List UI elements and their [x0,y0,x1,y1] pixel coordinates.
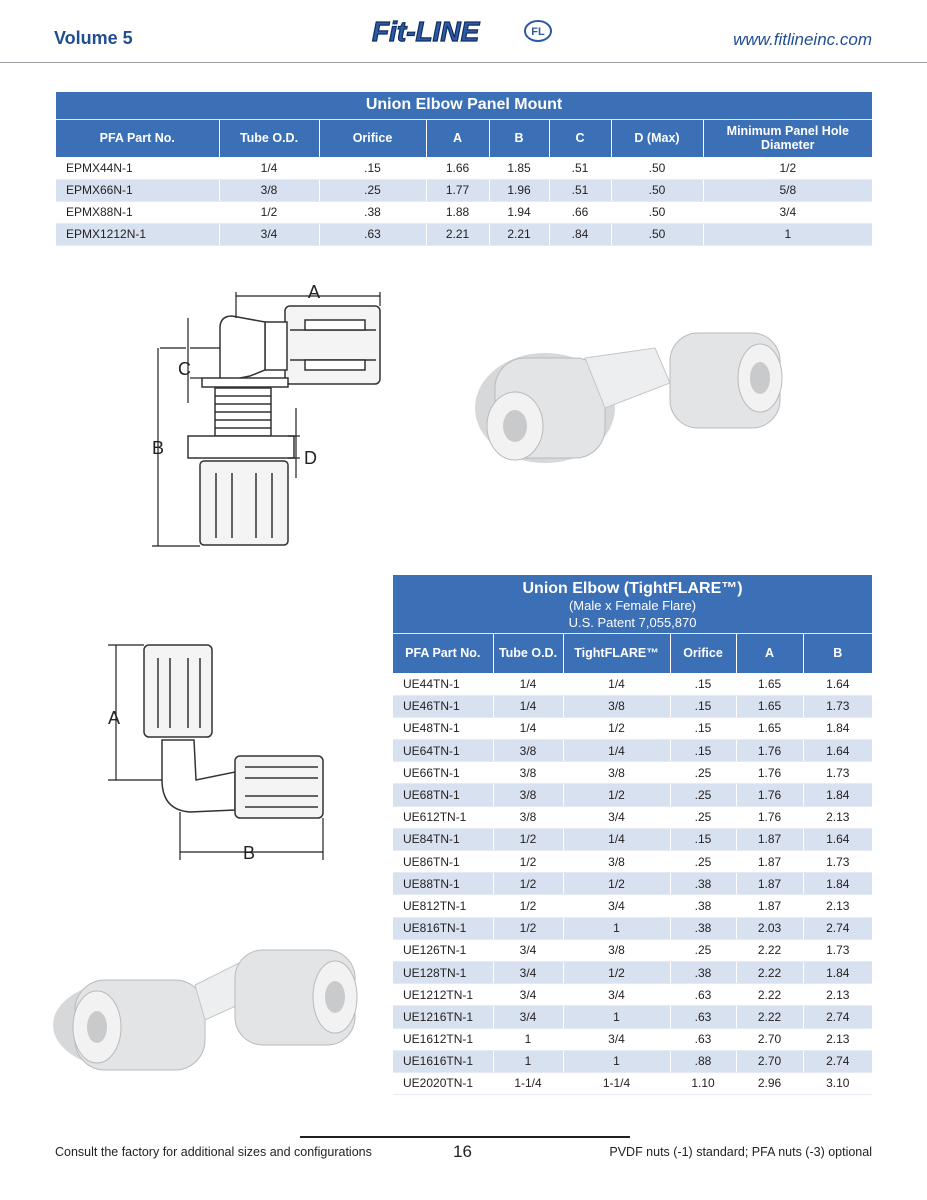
table-row [393,673,872,695]
table1-column-header: PFA Part No. [56,119,219,157]
spec-cell: .38 [670,917,736,939]
table2-title: Union Elbow (TightFLARE™) [522,579,743,597]
spec-cell: 1 [493,1028,563,1050]
table-row [56,179,872,201]
spec-cell: .25 [670,806,736,828]
part-number-cell: EPMX44N-1 [56,157,219,179]
part-number-cell: UE1616TN-1 [393,1050,493,1072]
part-number-cell: EPMX1212N-1 [56,223,219,245]
spec-cell: 1.94 [489,201,549,223]
spec-cell: 1.85 [489,157,549,179]
spec-cell: 1.65 [736,695,803,717]
spec-cell: 3/8 [563,762,670,784]
spec-cell: .25 [670,784,736,806]
spec-cell: 3/8 [493,784,563,806]
table2-column-header: B [803,633,872,673]
spec-cell: .15 [670,673,736,695]
logo-badge-text: FL [531,26,545,38]
part-number-cell: UE84TN-1 [393,828,493,850]
spec-cell: 2.21 [426,223,489,245]
spec-cell: 3/8 [493,740,563,762]
table1-title: Union Elbow Panel Mount [56,92,872,119]
spec-cell: 3/8 [493,762,563,784]
table2-column-header: TightFLARE™ [563,633,670,673]
spec-cell: .51 [549,179,611,201]
table1-column-header: Orifice [319,119,426,157]
spec-cell: .38 [670,961,736,983]
spec-cell: 1.84 [803,717,872,739]
spec-cell: 1.73 [803,695,872,717]
spec-cell: 1.87 [736,828,803,850]
spec-cell: 1/2 [493,851,563,873]
spec-cell: 2.74 [803,917,872,939]
table1-column-header: D (Max) [611,119,703,157]
spec-cell: 3/4 [563,806,670,828]
spec-cell: 1.76 [736,762,803,784]
side-nut-shape [285,306,380,384]
spec-cell: .15 [670,828,736,850]
spec-cell: 2.13 [803,806,872,828]
spec-cell: 5/8 [703,179,872,201]
spec-cell: .63 [670,1006,736,1028]
part-number-cell: UE126TN-1 [393,939,493,961]
table1-column-header: B [489,119,549,157]
table-row [393,784,872,806]
spec-cell: 1.65 [736,673,803,695]
part-number-cell: UE86TN-1 [393,851,493,873]
spec-cell: 1-1/4 [563,1072,670,1094]
table2-patent: U.S. Patent 7,055,870 [568,614,697,630]
spec-cell: 3.10 [803,1072,872,1094]
table-row [393,828,872,850]
table-row [393,695,872,717]
part-number-cell: UE612TN-1 [393,806,493,828]
spec-cell: 1/2 [493,895,563,917]
part-number-cell: UE88TN-1 [393,873,493,895]
part-number-cell: UE46TN-1 [393,695,493,717]
spec-cell: 1.10 [670,1072,736,1094]
spec-cell: 1.87 [736,851,803,873]
spec-cell: 1.64 [803,740,872,762]
table-row [393,961,872,983]
table-row [393,895,872,917]
spec-cell: 2.70 [736,1028,803,1050]
part-number-cell: UE812TN-1 [393,895,493,917]
spec-cell: 3/8 [219,179,319,201]
spec-cell: .38 [319,201,426,223]
spec-cell: 3/4 [219,223,319,245]
union-elbow-panel-mount-table [56,92,872,246]
spec-cell: 3/4 [493,939,563,961]
spec-cell: 1.84 [803,873,872,895]
spec-cell: .25 [319,179,426,201]
spec-cell: 1.87 [736,873,803,895]
part-number-cell: UE44TN-1 [393,673,493,695]
spec-cell: .66 [549,201,611,223]
spec-cell: 3/4 [563,984,670,1006]
table-row [393,917,872,939]
spec-cell: 2.03 [736,917,803,939]
spec-cell: 1/4 [493,673,563,695]
spec-cell: .50 [611,179,703,201]
website-url[interactable]: www.fitlineinc.com [733,30,872,49]
panel-mount-elbow-drawing [140,278,400,553]
spec-cell: 1.73 [803,762,872,784]
spec-cell: 3/8 [493,806,563,828]
dim-b-label: B [152,438,165,458]
spec-cell: 2.13 [803,984,872,1006]
table-row [393,1028,872,1050]
table-row [393,984,872,1006]
spec-cell: 1.88 [426,201,489,223]
table-row [393,717,872,739]
spec-cell: .25 [670,762,736,784]
spec-cell: 1.76 [736,806,803,828]
footer-note-left: Consult the factory for additional sizes and configurations [55,1145,372,1159]
spec-cell: 1 [493,1050,563,1072]
part-number-cell: UE68TN-1 [393,784,493,806]
spec-cell: 1/2 [703,157,872,179]
spec-cell: .15 [670,740,736,762]
spec-cell: 3/8 [563,695,670,717]
table-row [393,806,872,828]
spec-cell: .25 [670,851,736,873]
dim-a-label: A [308,282,321,302]
part-number-cell: UE1612TN-1 [393,1028,493,1050]
table2-title-block [393,575,872,633]
spec-cell: 1/4 [563,740,670,762]
spec-cell: 1.84 [803,784,872,806]
footer-note-right: PVDF nuts (-1) standard; PFA nuts (-3) optional [609,1145,872,1159]
footer-divider [300,1136,630,1138]
table1-column-header: A [426,119,489,157]
table1-column-header: Minimum Panel Hole Diameter [703,119,872,157]
spec-cell: 2.74 [803,1050,872,1072]
spec-cell: .50 [611,201,703,223]
spec-cell: 1 [703,223,872,245]
spec-cell: 1/2 [219,201,319,223]
part-number-cell: UE64TN-1 [393,740,493,762]
spec-cell: .88 [670,1050,736,1072]
spec-cell: 2.22 [736,1006,803,1028]
spec-cell: 1/4 [563,673,670,695]
spec-cell: 1.96 [489,179,549,201]
dim-b-label-2: B [243,843,256,863]
spec-cell: 1.76 [736,740,803,762]
spec-cell: 3/4 [493,961,563,983]
table-row [393,939,872,961]
spec-cell: 2.22 [736,984,803,1006]
spec-cell: 3/4 [563,895,670,917]
part-number-cell: UE48TN-1 [393,717,493,739]
spec-cell: 1/4 [493,695,563,717]
part-number-cell: EPMX66N-1 [56,179,219,201]
table-row [56,157,872,179]
table1-column-header: C [549,119,611,157]
spec-cell: 1 [563,1050,670,1072]
spec-cell: .63 [670,984,736,1006]
spec-cell: 1/2 [493,828,563,850]
dim-d-label: D [304,448,317,468]
spec-cell: 1/2 [493,873,563,895]
spec-cell: 1.66 [426,157,489,179]
table-row [56,223,872,245]
spec-cell: .38 [670,873,736,895]
spec-cell: 1.64 [803,673,872,695]
spec-cell: 1/2 [563,717,670,739]
spec-cell: 1/2 [563,873,670,895]
table-row [393,740,872,762]
table-row [393,1072,872,1094]
spec-cell: .50 [611,223,703,245]
spec-cell: 2.96 [736,1072,803,1094]
table-row [393,1050,872,1072]
spec-cell: 3/4 [703,201,872,223]
part-number-cell: EPMX88N-1 [56,201,219,223]
spec-cell: 2.22 [736,939,803,961]
spec-cell: .25 [670,939,736,961]
spec-cell: .38 [670,895,736,917]
spec-cell: 1/4 [219,157,319,179]
spec-cell: 1/2 [493,917,563,939]
spec-cell: 2.70 [736,1050,803,1072]
spec-cell: 1.64 [803,828,872,850]
spec-cell: .63 [319,223,426,245]
panel-mount-elbow-photo [455,318,795,478]
table-row [393,762,872,784]
part-number-cell: UE1212TN-1 [393,984,493,1006]
tightflare-elbow-drawing [100,640,340,865]
header-divider [0,62,927,63]
table1-column-header: Tube O.D. [219,119,319,157]
part-number-cell: UE1216TN-1 [393,1006,493,1028]
part-number-cell: UE816TN-1 [393,917,493,939]
table2-column-header: PFA Part No. [393,633,493,673]
spec-cell: 2.13 [803,895,872,917]
spec-cell: 1 [563,1006,670,1028]
dim-a-label-2: A [108,708,121,728]
spec-cell: 1-1/4 [493,1072,563,1094]
spec-cell: 3/4 [563,1028,670,1050]
spec-cell: 2.21 [489,223,549,245]
table2-column-header: Orifice [670,633,736,673]
logo-text: Fit-LINE [372,16,480,47]
table-row [393,873,872,895]
spec-cell: 1.77 [426,179,489,201]
page-number: 16 [453,1142,472,1161]
table2-subtitle: (Male x Female Flare) [568,597,697,613]
spec-cell: .63 [670,1028,736,1050]
spec-cell: 1.73 [803,851,872,873]
fitline-logo [370,14,560,48]
table-row [393,851,872,873]
table2-column-header: Tube O.D. [493,633,563,673]
spec-cell: 1.76 [736,784,803,806]
volume-label: Volume 5 [54,28,133,48]
spec-cell: 1.87 [736,895,803,917]
table2-column-header: A [736,633,803,673]
tightflare-elbow-photo [45,935,375,1075]
spec-cell: 1.65 [736,717,803,739]
union-elbow-tightflare-table [393,575,872,1095]
spec-cell: 1.73 [803,939,872,961]
spec-cell: .84 [549,223,611,245]
spec-cell: 3/8 [563,851,670,873]
spec-cell: .15 [319,157,426,179]
spec-cell: 3/8 [563,939,670,961]
spec-cell: 1/2 [563,784,670,806]
table-row [56,201,872,223]
spec-cell: 2.22 [736,961,803,983]
part-number-cell: UE128TN-1 [393,961,493,983]
spec-cell: .15 [670,695,736,717]
spec-cell: 2.74 [803,1006,872,1028]
spec-cell: .51 [549,157,611,179]
table-row [393,1006,872,1028]
spec-cell: 1/2 [563,961,670,983]
spec-cell: 3/4 [493,1006,563,1028]
part-number-cell: UE2020TN-1 [393,1072,493,1094]
spec-cell: 1/4 [493,717,563,739]
spec-cell: 3/4 [493,984,563,1006]
spec-cell: 1 [563,917,670,939]
part-number-cell: UE66TN-1 [393,762,493,784]
spec-cell: 2.13 [803,1028,872,1050]
spec-cell: .50 [611,157,703,179]
spec-cell: 1.84 [803,961,872,983]
dim-c-label: C [178,359,191,379]
spec-cell: 1/4 [563,828,670,850]
spec-cell: .15 [670,717,736,739]
